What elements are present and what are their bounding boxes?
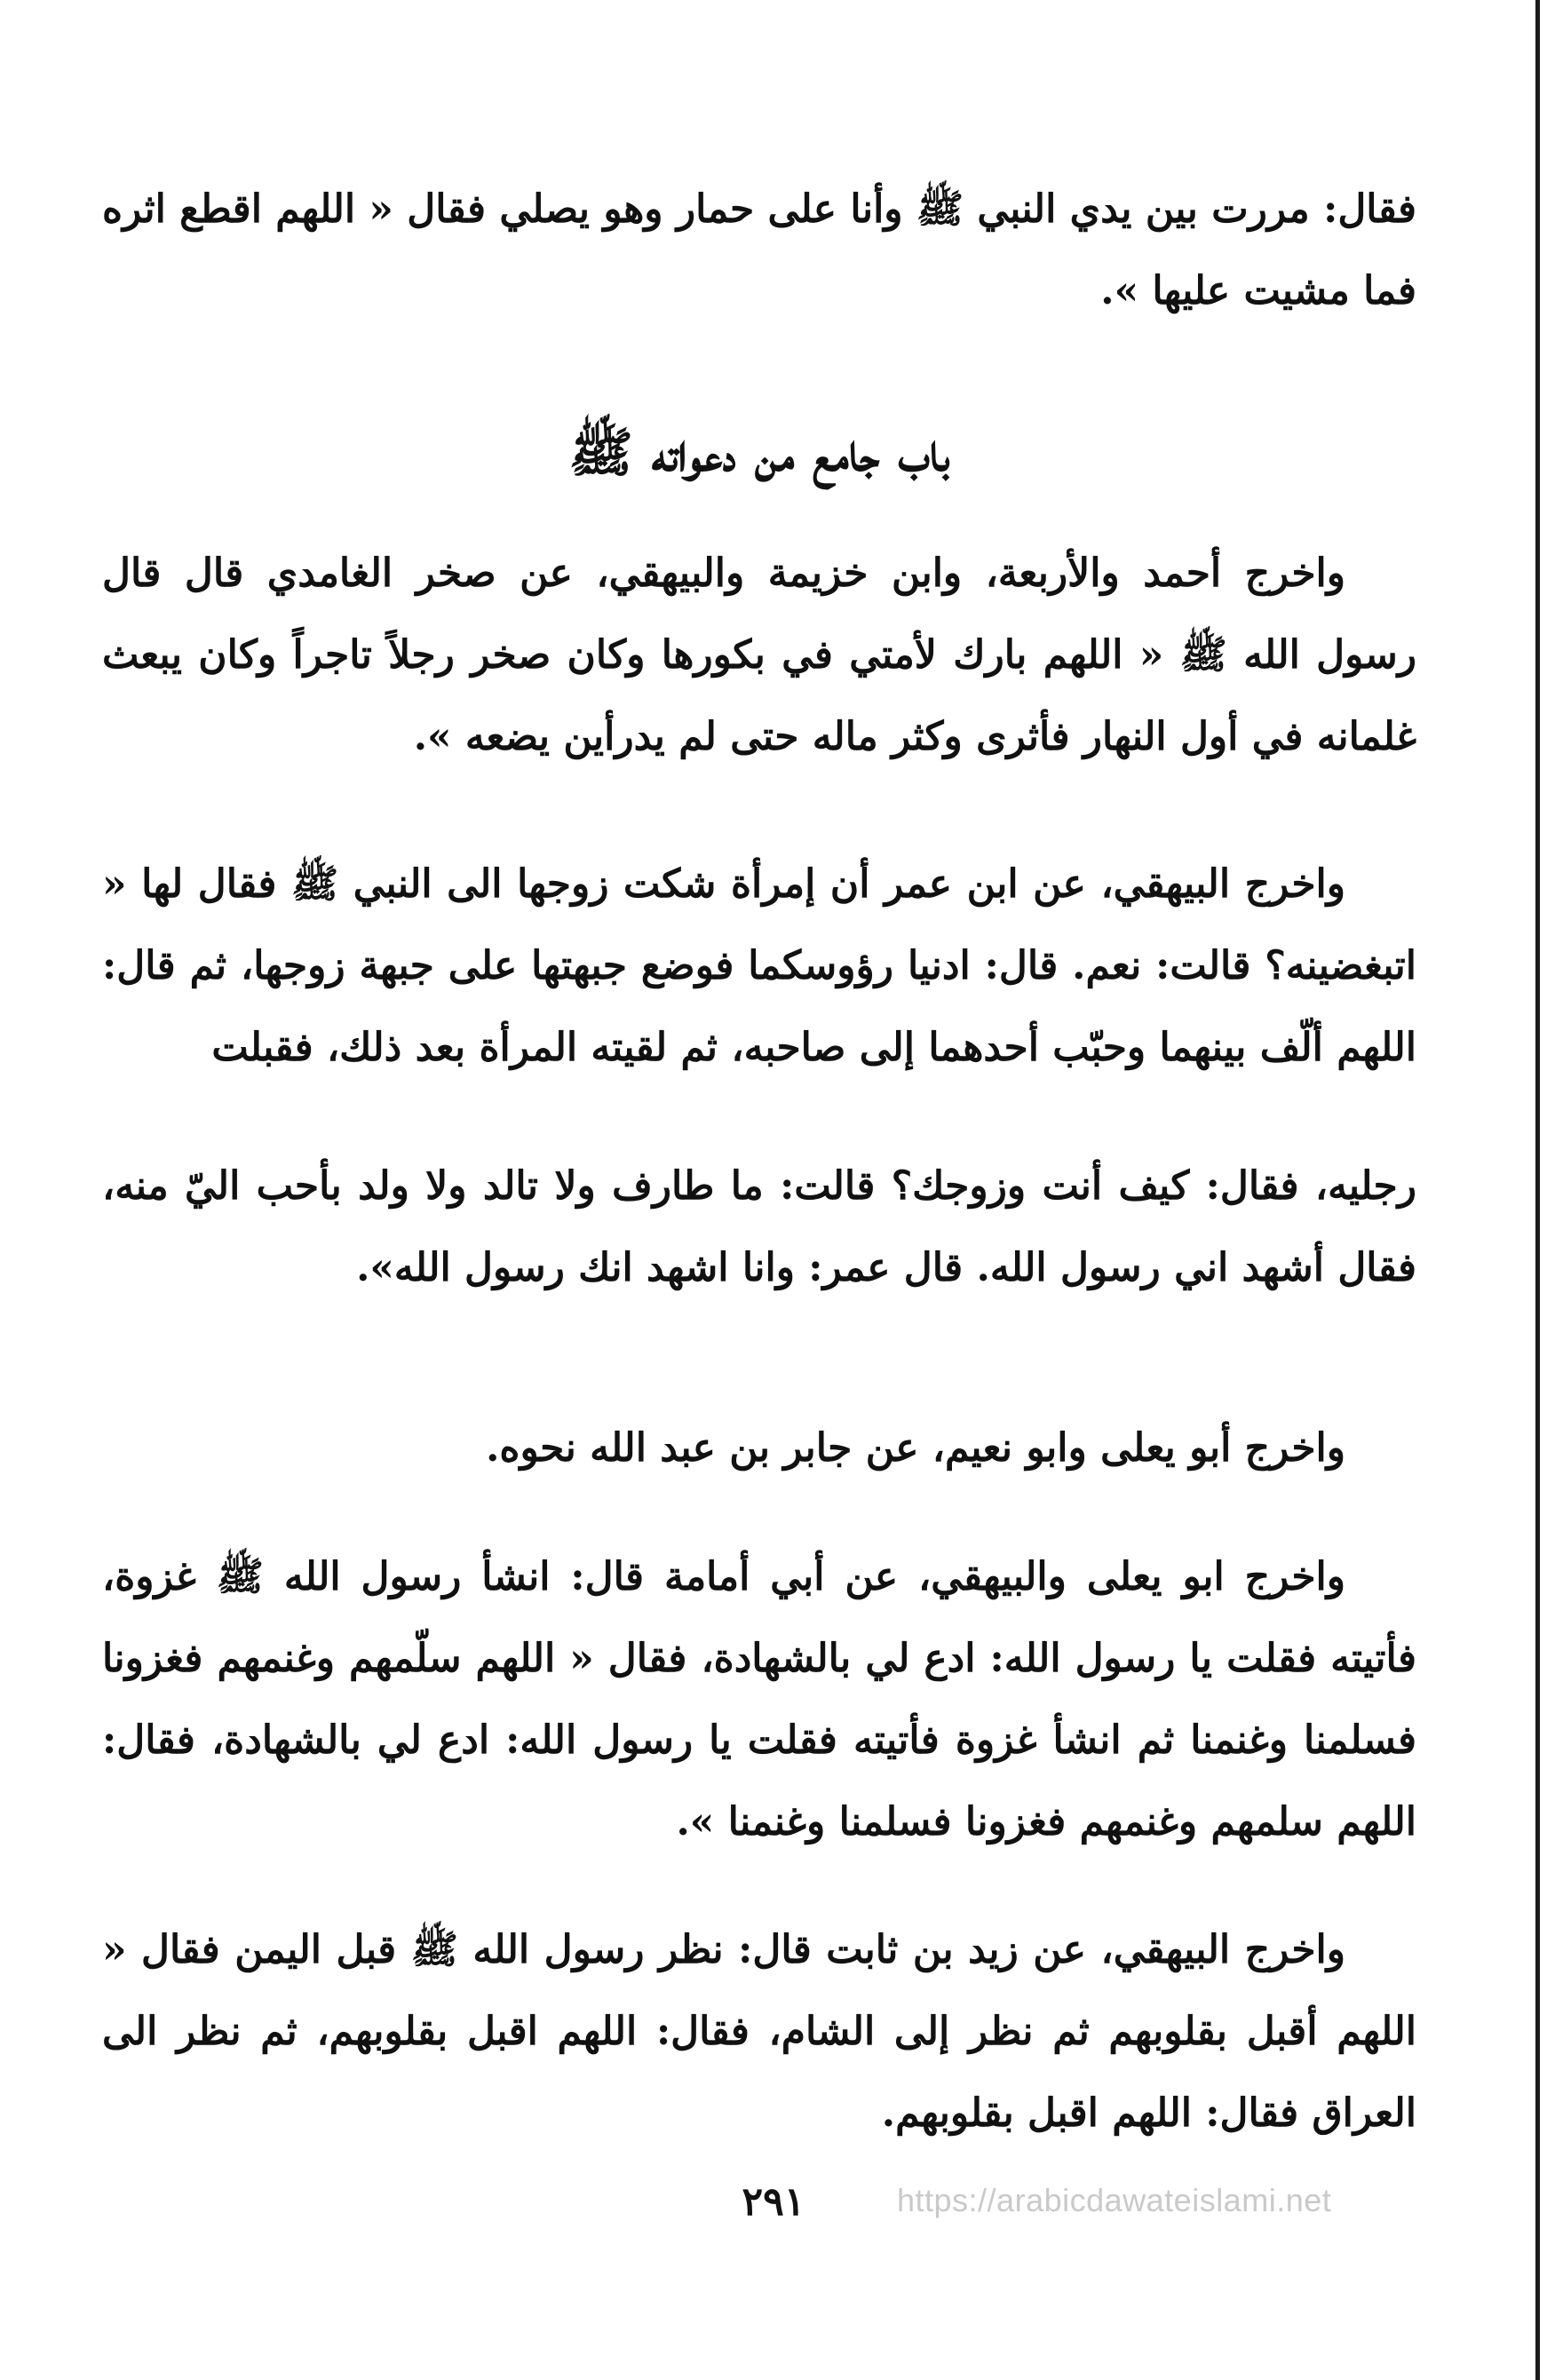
paragraph-abu-umama: واخرج ابو يعلى والبيهقي، عن أبي أمامة قال: انشأ رسول الله ﷺ غزوة، فأتيته فقلت يا رسول الله: ادع لي بالشهادة، فقال « اللهم سلّمهم وغنمهم فغزونا فسلمنا وغنمنا ثم انشأ غزوة فأتيته فقلت يا رسول الله: ادع لي بالشهادة، فقال: اللهم سلمهم وغنمهم فغزونا فسلمنا وغنمنا ».: [102, 1554, 1416, 1844]
paragraph-ibn-umar-continued: رجليه، فقال: كيف أنت وزوجك؟ قالت: ما طارف ولا تالد ولا ولد بأحب اليّ منه، فقال أشهد اني رسول الله. قال عمر: وانا اشهد انك رسول الله».: [102, 1163, 1416, 1290]
paragraph-zayd: واخرج البيهقي، عن زيد بن ثابت قال: نظر رسول الله ﷺ قبل اليمن فقال « اللهم أقبل بقلوبهم ثم نظر إلى الشام، فقال: اللهم اقبل بقلوبهم، ثم نظر الى العراق فقال: اللهم اقبل بقلوبهم.: [102, 1927, 1416, 2136]
page-number: ٢٩١: [742, 2179, 805, 2225]
watermark-url: https://arabicdawateislami.net: [897, 2182, 1332, 2218]
paragraph-sakhr: واخرج أحمد والأربعة، وابن خزيمة والبيهقي، عن صخر الغامدي قال قال رسول الله ﷺ « اللهم بارك لأمتي في بكورها وكان صخر رجلاً تاجراً وكان يبعث غلمانه في أول النهار فأثرى وكثر ماله حتى لم يدرأين يضعه ».: [102, 551, 1416, 759]
paragraph-jabir: واخرج أبو يعلى وابو نعيم، عن جابر بن عبد الله نحوه.: [486, 1425, 1345, 1471]
scan-edge-line: [1535, 0, 1540, 2380]
intro-paragraph: فقال: مررت بين يدي النبي ﷺ وأنا على حمار وهو يصلي فقال « اللهم اقطع اثره فما مشيت عليها ».: [102, 186, 1416, 313]
paragraph-ibn-umar: واخرج البيهقي، عن ابن عمر أن إمرأة شكت زوجها الى النبي ﷺ فقال لها « اتبغضينه؟ قالت: نعم. قال: ادنيا رؤوسكما فوضع جبهتها على جبهة زوجها، ثم قال: اللهم ألّف بينهما وحبّب أحدهما إلى صاحبه، ثم لقيته المرأة بعد ذلك، فقبلت: [102, 861, 1416, 1070]
chapter-heading: باب جامع من دعواته ﷺ: [568, 422, 950, 484]
